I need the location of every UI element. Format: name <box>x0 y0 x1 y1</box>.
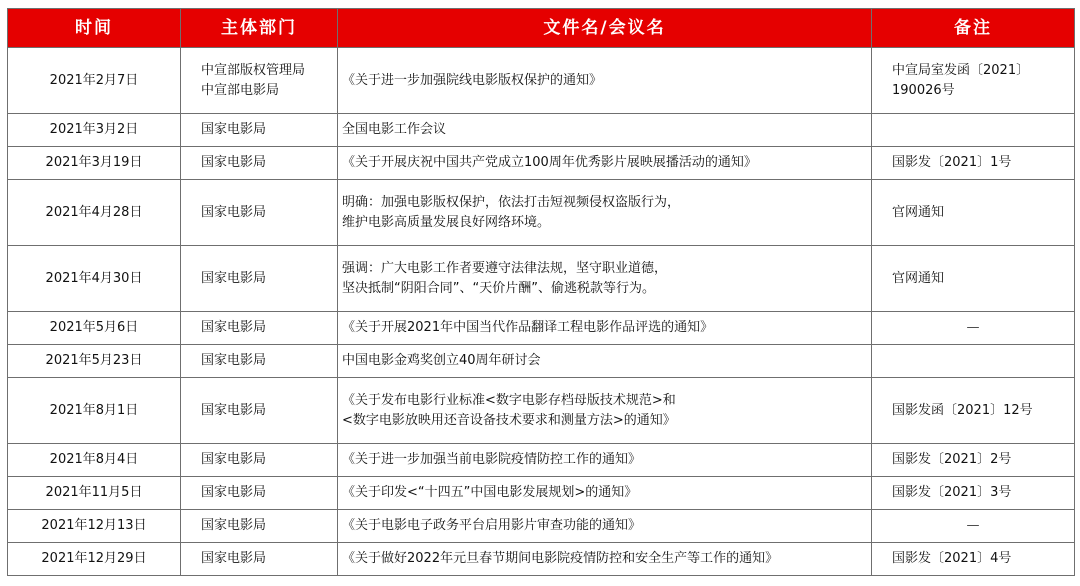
cell-date: 2021年8月4日 <box>8 444 181 477</box>
cell-note: 国影发函〔2021〕12号 <box>872 378 1075 444</box>
cell-doc: 全国电影工作会议 <box>338 114 872 147</box>
cell-note: 国影发〔2021〕4号 <box>872 543 1075 576</box>
cell-dept: 国家电影局 <box>181 180 338 246</box>
table-row <box>8 114 1075 147</box>
table-row <box>8 345 1075 378</box>
policy-table-container <box>7 0 1077 576</box>
cell-doc: 明确：加强电影版权保护，依法打击短视频侵权盗版行为， 维护电影高质量发展良好网络环境。 <box>338 180 872 246</box>
cell-note <box>872 345 1075 378</box>
cell-date: 2021年5月23日 <box>8 345 181 378</box>
cell-note <box>872 114 1075 147</box>
table-header <box>8 9 1075 48</box>
cell-date: 2021年4月28日 <box>8 180 181 246</box>
table-row <box>8 543 1075 576</box>
cell-date: 2021年2月7日 <box>8 48 181 114</box>
cell-date: 2021年5月6日 <box>8 312 181 345</box>
cell-note: 官网通知 <box>872 180 1075 246</box>
cell-doc: 《关于做好2022年元旦春节期间电影院疫情防控和安全生产等工作的通知》 <box>338 543 872 576</box>
cell-doc: 《关于开展庆祝中国共产党成立100周年优秀影片展映展播活动的通知》 <box>338 147 872 180</box>
cell-date: 2021年11月5日 <box>8 477 181 510</box>
table-row <box>8 180 1075 246</box>
cell-dept: 国家电影局 <box>181 114 338 147</box>
policy-table <box>7 8 1075 576</box>
cell-dept: 国家电影局 <box>181 312 338 345</box>
cell-doc: 中国电影金鸡奖创立40周年研讨会 <box>338 345 872 378</box>
cell-date: 2021年4月30日 <box>8 246 181 312</box>
cell-date: 2021年12月13日 <box>8 510 181 543</box>
header-time: 时间 <box>8 9 181 48</box>
cell-doc: 《关于发布电影行业标准<数字电影存档母版技术规范>和 <数字电影放映用还音设备技术要求和测量方法>的通知》 <box>338 378 872 444</box>
table-row <box>8 378 1075 444</box>
cell-doc: 强调：广大电影工作者要遵守法律法规，坚守职业道德， 坚决抵制“阴阳合同”、“天价片酬”、偷逃税款等行为。 <box>338 246 872 312</box>
cell-note: 国影发〔2021〕2号 <box>872 444 1075 477</box>
cell-dept: 国家电影局 <box>181 477 338 510</box>
cell-dept: 国家电影局 <box>181 246 338 312</box>
cell-note: 国影发〔2021〕1号 <box>872 147 1075 180</box>
table-row <box>8 246 1075 312</box>
cell-dept: 国家电影局 <box>181 444 338 477</box>
table-row <box>8 510 1075 543</box>
header-doc: 文件名/会议名 <box>338 9 872 48</box>
cell-dept: 国家电影局 <box>181 543 338 576</box>
cell-date: 2021年3月2日 <box>8 114 181 147</box>
cell-date: 2021年3月19日 <box>8 147 181 180</box>
cell-dept: 国家电影局 <box>181 510 338 543</box>
cell-dept: 国家电影局 <box>181 345 338 378</box>
cell-note: 中宣局室发函〔2021〕 190026号 <box>872 48 1075 114</box>
cell-dept <box>181 48 338 114</box>
cell-note: 国影发〔2021〕3号 <box>872 477 1075 510</box>
cell-doc: 《关于开展2021年中国当代作品翻译工程电影作品评选的通知》 <box>338 312 872 345</box>
dept-line: 中宣部电影局 <box>201 82 280 98</box>
table-row <box>8 48 1075 114</box>
cell-doc: 《关于进一步加强院线电影版权保护的通知》 <box>338 48 872 114</box>
cell-dept: 国家电影局 <box>181 147 338 180</box>
cell-date: 2021年12月29日 <box>8 543 181 576</box>
cell-doc: 《关于进一步加强当前电影院疫情防控工作的通知》 <box>338 444 872 477</box>
cell-note: — <box>872 312 1075 345</box>
cell-date: 2021年8月1日 <box>8 378 181 444</box>
header-note: 备注 <box>872 9 1075 48</box>
cell-note: 官网通知 <box>872 246 1075 312</box>
cell-doc: 《关于电影电子政务平台启用影片审查功能的通知》 <box>338 510 872 543</box>
table-row <box>8 444 1075 477</box>
dept-line: 中宣部版权管理局 <box>201 62 306 78</box>
table-row <box>8 312 1075 345</box>
table-row <box>8 147 1075 180</box>
cell-note: — <box>872 510 1075 543</box>
cell-doc: 《关于印发<“十四五”中国电影发展规划>的通知》 <box>338 477 872 510</box>
cell-dept: 国家电影局 <box>181 378 338 444</box>
table-row <box>8 477 1075 510</box>
header-dept: 主体部门 <box>181 9 338 48</box>
